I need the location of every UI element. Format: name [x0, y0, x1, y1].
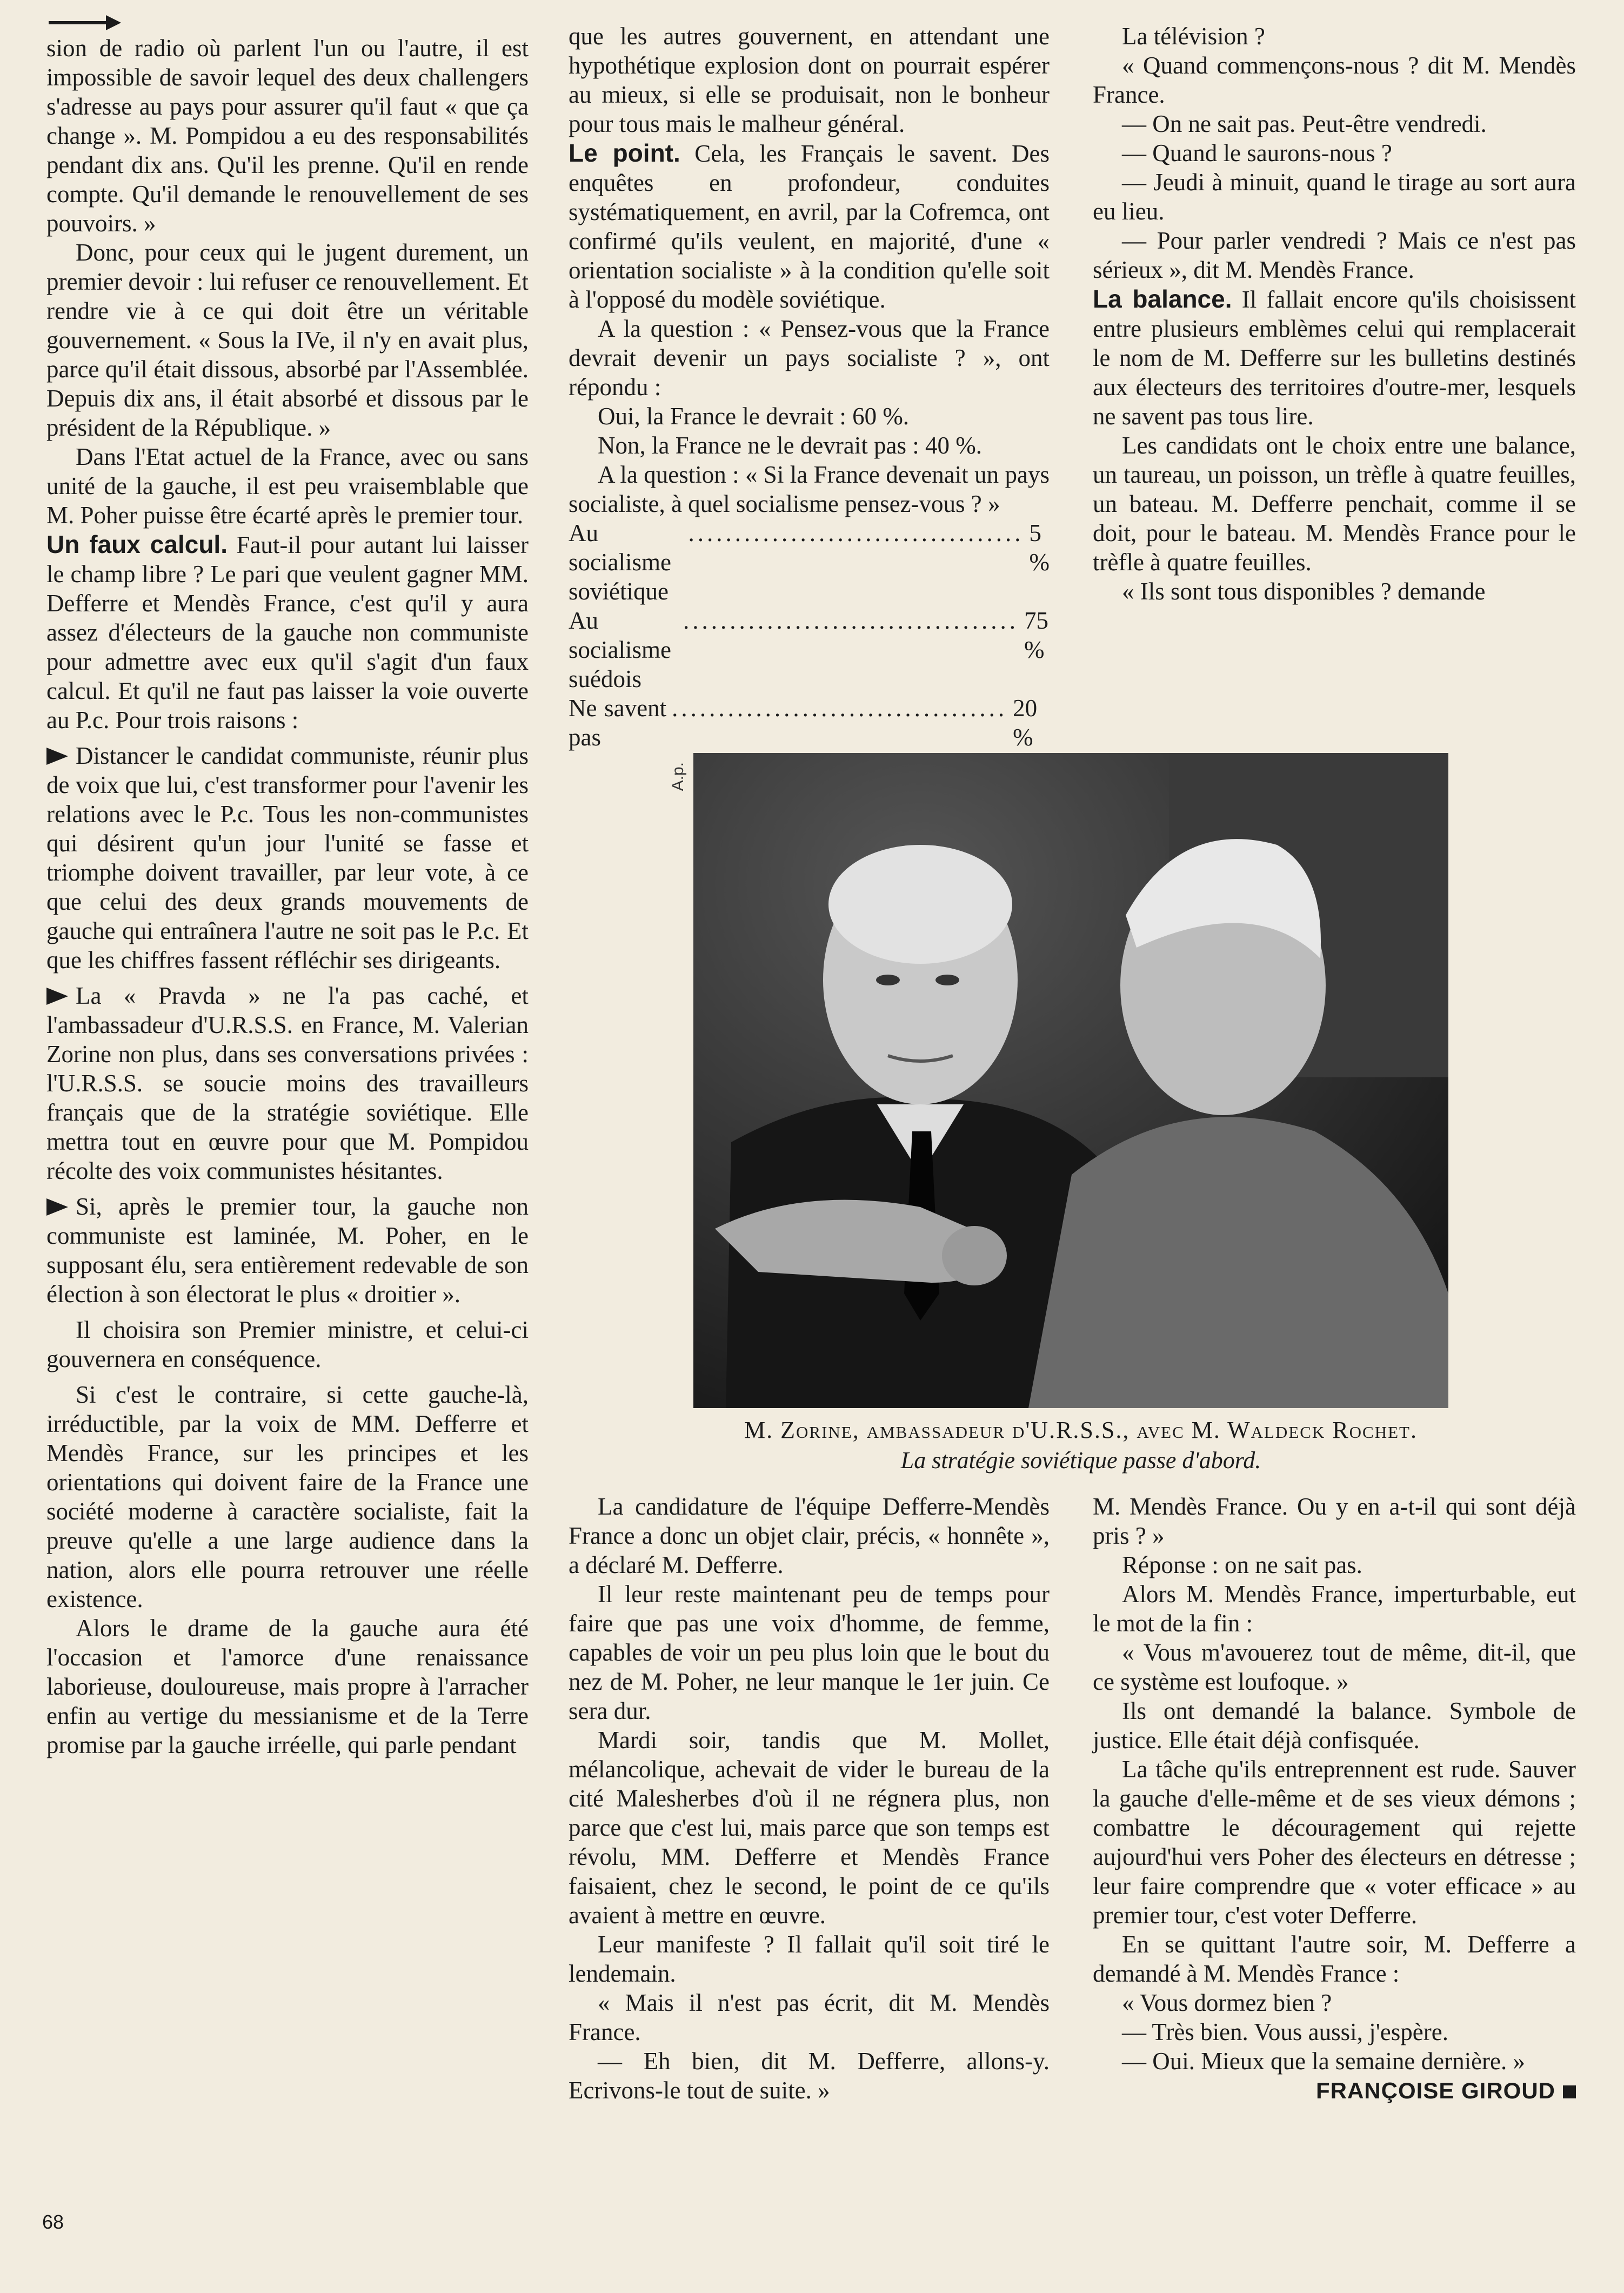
- paragraph: M. Mendès France. Ou y en a-t-il qui sont déjà pris ? »: [1093, 1493, 1576, 1549]
- paragraph: Alors le drame de la gauche aura été l'occasion et l'amorce d'une renaissance laborieuse, douloureuse, mais propre à l'arracher enfin au vertige du messianisme et de la Terre promise par la gauche irréelle, qui parle pendant: [46, 1615, 529, 1758]
- bullet-point: La « Pravda » ne l'a pas caché, et l'ambassadeur d'U.R.S.S. en France, M. Valerian Zorine non plus, dans ses conversations privées : l'U.R.S.S. se soucie moins des travailleurs français que de la stratégie soviétique. Elle mettra tout en œuvre pour que M. Pompidou récolte des voix communistes hésitantes.: [46, 982, 529, 1184]
- paragraph: « Vous dormez bien ?: [1122, 1989, 1332, 2016]
- subheading: Un faux calcul.: [46, 530, 228, 558]
- paragraph: La candidature de l'équipe Defferre-Mendès France a donc un objet clair, précis, « honnête », a déclaré M. Defferre.: [569, 1493, 1050, 1578]
- paragraph: A la question : « Pensez-vous que la France devrait devenir un pays socialiste ? », ont répondu :: [569, 315, 1050, 401]
- paragraph: Cela, les Français le savent. Des enquêtes en profondeur, conduites systématiquement, en avril, par la Cofremca, ont confirmé qu'ils veulent, en majorité, d'une « orientation socialiste » à la condition qu'elle soit à l'opposé du modèle soviétique.: [569, 140, 1050, 313]
- paragraph: Si c'est le contraire, si cette gauche-là, irréductible, par la voix de MM. Defferre et Mendès France, sur les principes et les orientations qui doivent faire de la France une société moderne à caractère socialiste, fait la preuve qu'elle a une large audience dans la nation, alors elle pourra retrouver une réelle existence.: [46, 1381, 529, 1612]
- paragraph: Faut-il pour autant lui laisser le champ libre ? Le pari que veulent gagner MM. Defferre et Mendès France, c'est qu'il y aura assez d'électeurs de la gauche non communiste pour admettre avec eux qu'il s'agit d'un faux calcul. Et qu'il ne faut pas laisser la voie ouverte au P.c. Pour trois raisons :: [46, 531, 529, 734]
- paragraph: Mardi soir, tandis que M. Mollet, mélancolique, achevait de vider le bureau de la cité Malesherbes d'où il ne régnera plus, non parce que c'est lui, mais parce que son temps est révolu, MM. Defferre et Mendès France faisaient, chez le second, le point de ce qu'ils avaient à mettre en œuvre.: [569, 1727, 1050, 1929]
- paragraph: Il choisira son Premier ministre, et celui-ci gouvernera en conséquence.: [46, 1316, 529, 1372]
- table-value: 75 %: [1024, 607, 1048, 663]
- photo-illustration: [693, 753, 1448, 1408]
- paragraph: sion de radio où parlent l'un ou l'autre, il est impossible de savoir lequel des deux challengers s'adresse au pays pour assurer qu'il faut « que ça change ». M. Pompidou a eu des responsabilités pendant dix ans. Qu'il les prenne. Qu'il en rende compte. Qu'il demande le renouvellement de ses pouvoirs. »: [46, 35, 529, 237]
- column-2: [569, 22, 1050, 752]
- bullet-point: Distancer le candidat communiste, réunir plus de voix que lui, c'est transformer pour l'avenir les relations avec le P.c. Tous les non-communistes qui désirent qu'un jour l'unité se fasse et triomphe doivent travailler, par leur vote, à ce que celui des deux grands mouvements de gauche qui entraînera l'autre ne soit pas le P.c. Et que les chiffres fassent réfléchir ses dirigeants.: [46, 742, 529, 974]
- table-row: Au socialisme soviétique .................................... 5 %: [569, 519, 1050, 605]
- caption-line: La stratégie soviétique passe d'abord.: [900, 1447, 1261, 1474]
- paragraph: « Quand commençons-nous ? dit M. Mendès France.: [1093, 52, 1576, 108]
- bullet-triangle-icon: [46, 988, 68, 1005]
- paragraph: Donc, pour ceux qui le jugent durement, un premier devoir : lui refuser ce renouvellement. Et rendre vie à ce qui doit être un véritable gouvernement. « Sous la IVe, il n'y en avait plus, parce qu'il était dissous, absorbé par l'Assemblée. Depuis dix ans, il était absorbé et dissous par le président de la République. »: [46, 239, 529, 441]
- continuation-arrow-icon: [46, 12, 122, 34]
- paragraph: Oui, la France le devrait : 60 %.: [598, 403, 910, 430]
- subheading: Le point.: [569, 139, 680, 167]
- paragraph: En se quittant l'autre soir, M. Defferre a demandé à M. Mendès France :: [1093, 1931, 1576, 1987]
- column-2-bottom: [569, 1492, 1050, 2105]
- paragraph: que les autres gouvernent, en attendant une hypothétique explosion dont on pourrait espérer au mieux, si elle se produisait, non le bonheur pour tous mais le malheur général.: [569, 23, 1050, 137]
- table-row: Ne savent pas .................................... 20 %: [569, 694, 1050, 752]
- paragraph: Il leur reste maintenant peu de temps pour faire que pas une voix d'homme, de femme, capables de voir un peu plus loin que le bout du nez de M. Poher, ne leur manque le 1er juin. Ce sera dur.: [569, 1581, 1050, 1724]
- table-label: Au socialisme soviétique: [569, 519, 671, 605]
- photo-credit: A.p.: [669, 762, 687, 791]
- paragraph: — Très bien. Vous aussi, j'espère.: [1122, 2018, 1448, 2045]
- column-3-bottom: [1093, 1492, 1576, 2105]
- paragraph: — Pour parler vendredi ? Mais ce n'est pas sérieux », dit M. Mendès France.: [1093, 227, 1576, 283]
- photo-caption: [567, 1415, 1594, 1476]
- author-byline: FRANÇOISE GIROUD: [1315, 2078, 1555, 2103]
- survey-table: [569, 518, 1050, 752]
- paragraph: La tâche qu'ils entreprennent est rude. Sauver la gauche d'elle-même et de ses vieux démons ; combattre le découragement qui rejette aujourd'hui vers Poher des électeurs en détresse ; leur faire comprendre que « voter efficace » au premier tour, c'est voter Defferre.: [1093, 1756, 1576, 1929]
- news-photo: [693, 753, 1448, 1408]
- subheading: La balance.: [1093, 285, 1232, 313]
- paragraph: « Mais il n'est pas écrit, dit M. Mendès France.: [569, 1989, 1050, 2045]
- paragraph: Réponse : on ne sait pas.: [1122, 1551, 1362, 1578]
- page-number: 68: [42, 2211, 64, 2233]
- table-label: Ne savent pas: [569, 695, 667, 751]
- paragraph: — On ne sait pas. Peut-être vendredi.: [1122, 110, 1487, 137]
- paragraph: « Vous m'avouerez tout de même, dit-il, que ce système est loufoque. »: [1093, 1639, 1576, 1695]
- paragraph: Ils ont demandé la balance. Symbole de justice. Elle était déjà confisquée.: [1093, 1697, 1576, 1754]
- table-value: 20 %: [1013, 695, 1038, 751]
- paragraph: Dans l'Etat actuel de la France, avec ou sans unité de la gauche, il est peu vraisemblable que M. Poher puisse être écarté après le premier tour.: [46, 443, 529, 529]
- paragraph: Il fallait encore qu'ils choisissent entre plusieurs emblèmes celui qui remplacerait le nom de M. Defferre sur les bulletins destinés aux électeurs des territoires d'outre-mer, lesquels ne savent pas tous lire.: [1093, 286, 1576, 430]
- bullet-triangle-icon: [46, 1198, 68, 1216]
- paragraph: — Quand le saurons-nous ?: [1122, 139, 1392, 166]
- column-1: [46, 12, 529, 1759]
- caption-line: M. Zorine, ambassadeur d'U.R.S.S., avec M. Waldeck Rochet.: [744, 1417, 1418, 1443]
- paragraph: Non, la France ne le devrait pas : 40 %.: [598, 432, 983, 459]
- bullet-point: Si, après le premier tour, la gauche non communiste est laminée, M. Poher, en le supposant élu, sera entièrement redevable de son élection à son électorat le plus « droitier ».: [46, 1193, 529, 1308]
- table-label: Au socialisme suédois: [569, 607, 671, 692]
- table-value: 5 %: [1029, 519, 1050, 576]
- end-mark-icon: [1563, 2085, 1576, 2098]
- table-row: Au socialisme suédois .................................... 75 %: [569, 606, 1050, 694]
- paragraph: « Ils sont tous disponibles ? demande: [1122, 578, 1486, 605]
- paragraph: — Jeudi à minuit, quand le tirage au sort aura eu lieu.: [1093, 169, 1576, 225]
- column-3: [1093, 22, 1576, 606]
- paragraph: — Eh bien, dit M. Defferre, allons-y. Ecrivons-le tout de suite. »: [569, 2048, 1050, 2104]
- paragraph: A la question : « Si la France devenait un pays socialiste, à quel socialisme pensez-vous ? »: [569, 461, 1050, 517]
- paragraph: Leur manifeste ? Il fallait qu'il soit tiré le lendemain.: [569, 1931, 1050, 1987]
- bullet-triangle-icon: [46, 748, 68, 765]
- paragraph: Les candidats ont le choix entre une balance, un taureau, un poisson, un trèfle à quatre feuilles, un bateau. M. Defferre penchait, comme il se doit, pour le bateau. M. Mendès France pour le trèfle à quatre feuilles.: [1093, 432, 1576, 576]
- paragraph: — Oui. Mieux que la semaine dernière. »: [1122, 2048, 1526, 2075]
- paragraph: La télévision ?: [1122, 23, 1265, 50]
- paragraph: Alors M. Mendès France, imperturbable, eut le mot de la fin :: [1093, 1581, 1576, 1637]
